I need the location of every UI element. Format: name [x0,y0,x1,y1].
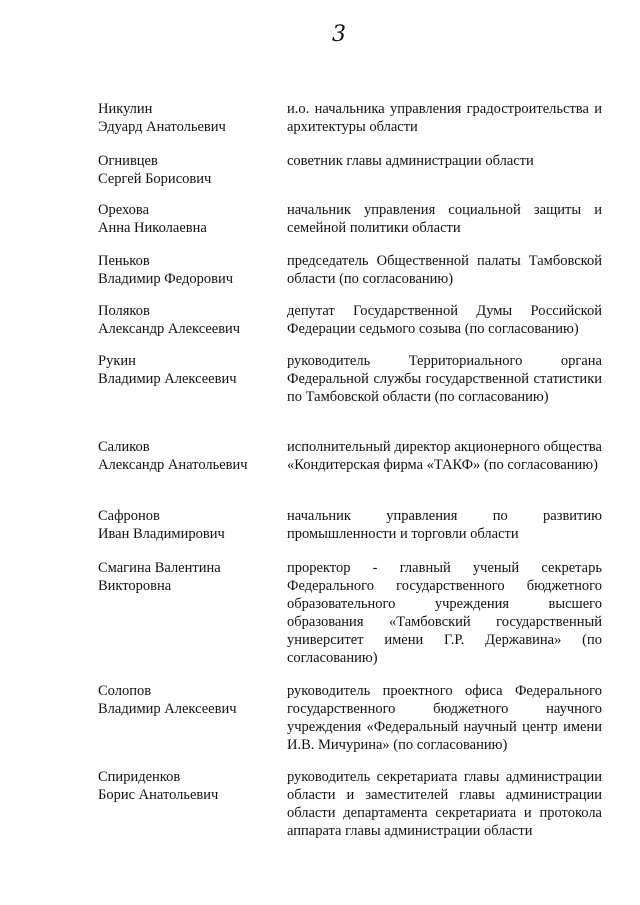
surname: Спириденков [98,769,181,785]
person-name [98,100,278,136]
surname: Сафронов [98,508,160,524]
surname: Никулин [98,101,153,117]
given-names: Александр Анатольевич [98,457,248,473]
given-names: Викторовна [98,578,172,594]
given-names: Борис Анатольевич [98,787,219,803]
given-names: Сергей Борисович [98,171,212,187]
position-description: руководитель проектного офиса Федерального государственного бюджетного научного учреждения «Федеральный научный центр имени И.В. Мичурина» (по согласованию) [287,683,602,753]
given-names: Иван Владимирович [98,526,225,542]
person-name [98,201,278,237]
given-names: Владимир Алексеевич [98,371,237,387]
surname: Рукин [98,353,136,369]
person-name [98,507,278,543]
position-description: советник главы администрации области [287,153,534,169]
person-name [98,682,278,718]
position-description: начальник управления по развитию промышленности и торговли области [287,508,602,542]
surname: Смагина Валентина [98,560,221,576]
surname: Солопов [98,683,152,699]
person-name [98,252,278,288]
position-description: исполнительный директор акционерного общества «Кондитерская фирма «ТАКФ» (по согласованию) [287,439,602,473]
given-names: Анна Николаевна [98,220,207,236]
position-description: проректор - главный ученый секретарь Федерального государственного бюджетного образовательного учреждения высшего образования «Тамбовский государственный университет имени Г.Р. Державина» (по согласованию) [287,560,602,666]
given-names: Владимир Алексеевич [98,701,237,717]
position-description: председатель Общественной палаты Тамбовской области (по согласованию) [287,253,602,287]
person-name [98,352,278,388]
position-description: и.о. начальника управления градостроительства и архитектуры области [287,101,602,135]
position-description: руководитель секретариата главы администрации области и заместителей главы администрации области департамента секретариата и протокола аппарата главы администрации области [287,769,602,839]
page-number: 3 [332,22,346,47]
surname: Огнивцев [98,153,158,169]
surname: Саликов [98,439,150,455]
person-name [98,559,278,595]
surname: Орехова [98,202,150,218]
position-description: начальник управления социальной защиты и семейной политики области [287,202,602,236]
person-name [98,302,278,338]
position-description: руководитель Территориального органа Федеральной службы государственной статистики по Тамбовской области (по согласованию) [287,353,602,405]
surname: Поляков [98,303,150,319]
given-names: Эдуард Анатольевич [98,119,226,135]
person-name [98,438,278,474]
position-description: депутат Государственной Думы Российской Федерации седьмого созыва (по согласованию) [287,303,602,337]
person-name [98,152,278,188]
given-names: Александр Алексеевич [98,321,241,337]
surname: Пеньков [98,253,150,269]
person-name [98,768,278,804]
given-names: Владимир Федорович [98,271,234,287]
